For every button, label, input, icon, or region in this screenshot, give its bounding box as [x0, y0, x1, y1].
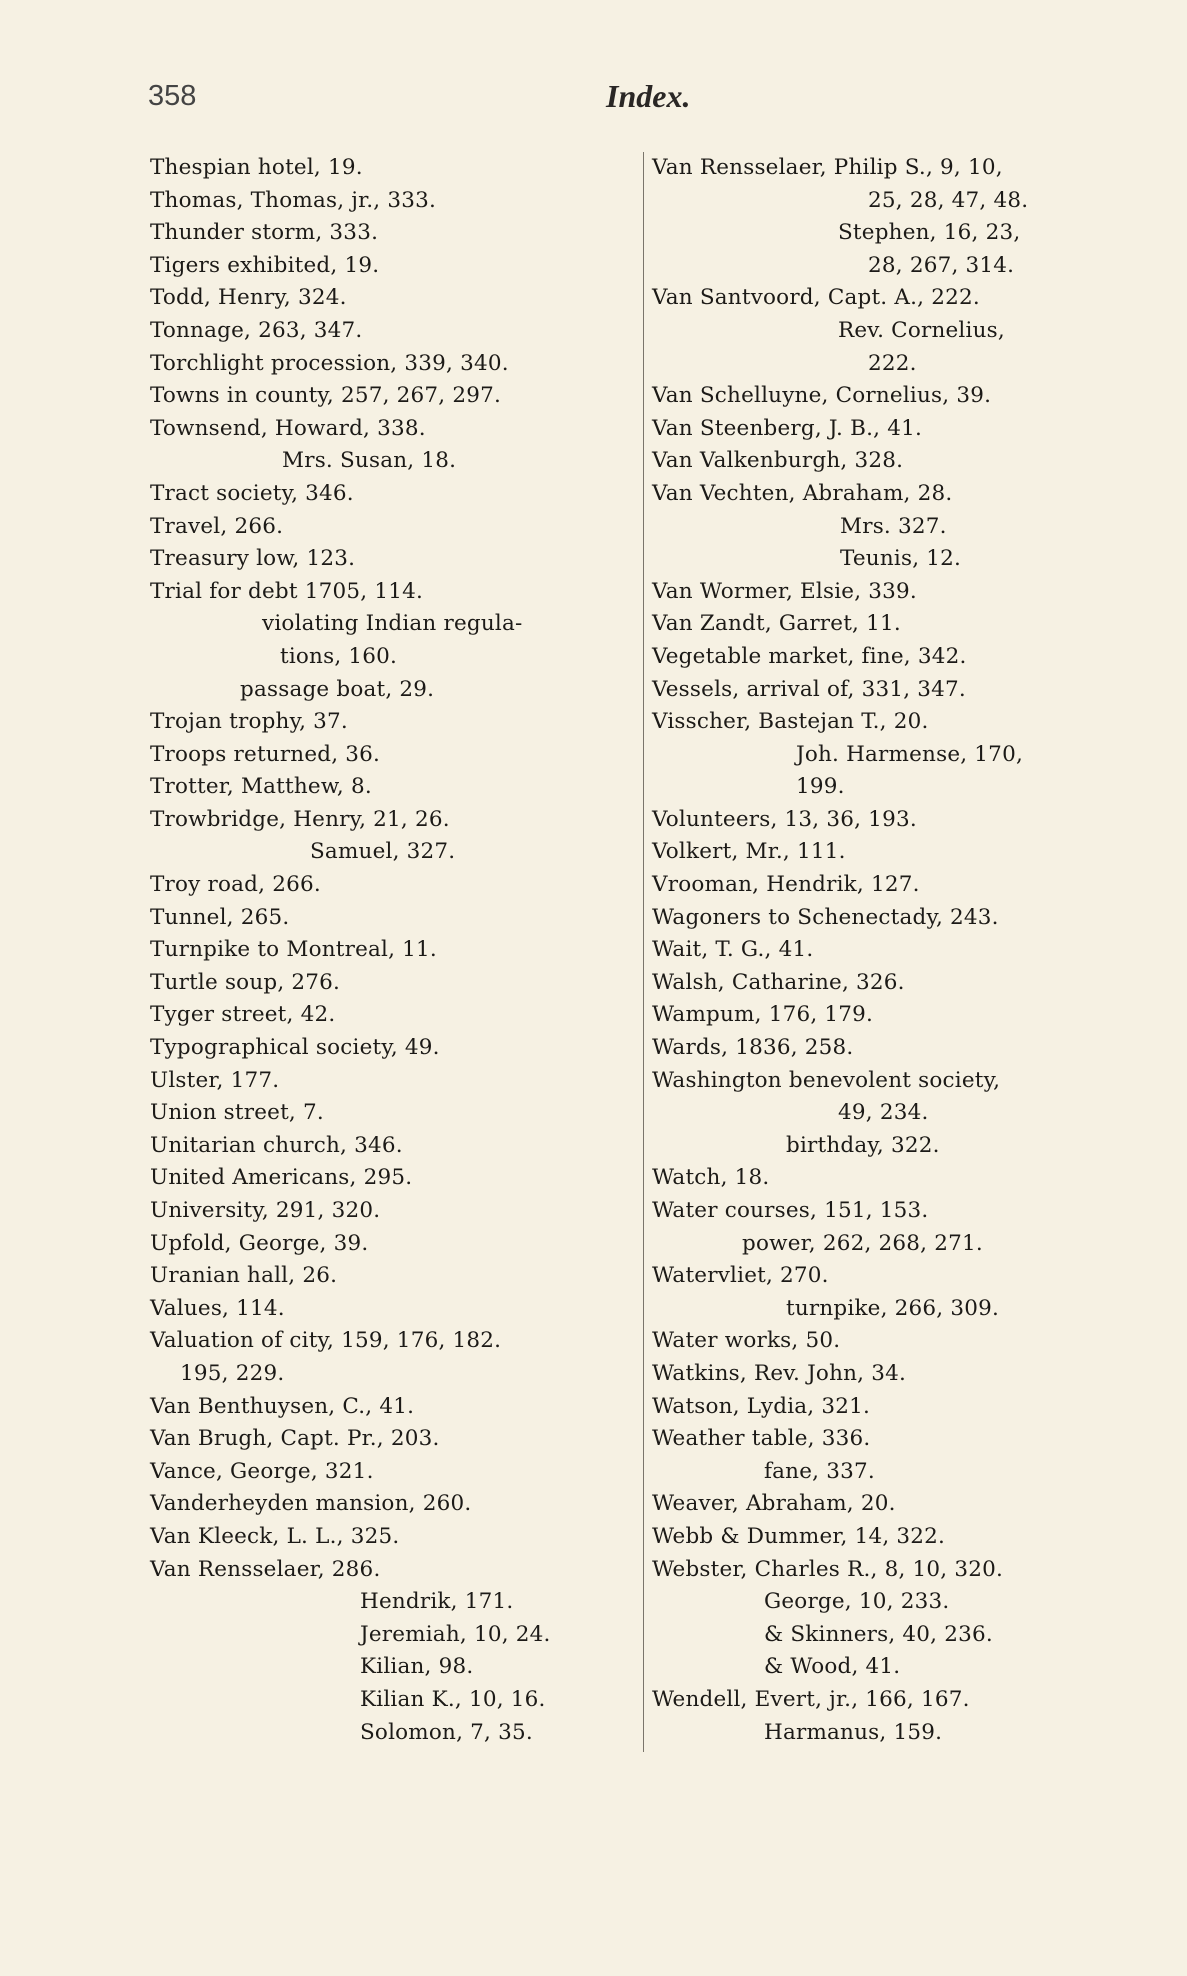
- index-entry: Wagoners to Schenectady, 243.: [652, 904, 999, 930]
- index-entry: Webster, Charles R., 8, 10, 320.: [652, 1556, 1004, 1582]
- index-subentry: 25, 28, 47, 48.: [868, 187, 1029, 213]
- index-entry: Wampum, 176, 179.: [652, 1002, 874, 1028]
- index-subentry: Joh. Harmense, 170,: [796, 741, 1023, 767]
- index-entry: Trial for debt 1705, 114.: [150, 578, 424, 604]
- index-entry: Van Steenberg, J. B., 41.: [652, 415, 923, 441]
- index-subentry: 49, 234.: [838, 1100, 929, 1126]
- index-entry: Volkert, Mr., 111.: [652, 839, 846, 865]
- index-subentry: violating Indian regula-: [262, 611, 523, 637]
- index-subentry: George, 10, 233.: [764, 1589, 950, 1615]
- index-entry: Van Zandt, Garret, 11.: [652, 611, 901, 637]
- index-entry: Typographical society, 49.: [150, 1035, 440, 1061]
- index-entry: Watervliet, 270.: [652, 1263, 829, 1289]
- index-entry: Water courses, 151, 153.: [652, 1198, 929, 1223]
- index-entry: Washington benevolent society,: [652, 1067, 1001, 1093]
- index-subentry: Kilian, 98.: [360, 1654, 474, 1680]
- index-subentry: Harmanus, 159.: [764, 1719, 943, 1745]
- index-subentry: turnpike, 266, 309.: [786, 1295, 1000, 1321]
- index-entry: Turnpike to Montreal, 11.: [150, 937, 437, 963]
- index-entry: Troops returned, 36.: [150, 741, 381, 767]
- index-subentry: fane, 337.: [764, 1458, 875, 1484]
- index-entry: Watson, Lydia, 321.: [652, 1393, 871, 1419]
- index-subentry: Mrs. Susan, 18.: [282, 448, 457, 474]
- index-subentry: Samuel, 327.: [310, 839, 456, 865]
- index-subentry: & Wood, 41.: [764, 1654, 901, 1680]
- index-entry: Vance, George, 321.: [150, 1458, 374, 1484]
- index-subentry: 199.: [796, 774, 845, 800]
- index-entry: University, 291, 320.: [150, 1198, 381, 1223]
- index-entry: Vegetable market, fine, 342.: [652, 643, 967, 669]
- index-subentry: Jeremiah, 10, 24.: [360, 1621, 551, 1647]
- index-entry: Thespian hotel, 19.: [150, 155, 363, 180]
- index-entry: Todd, Henry, 324.: [150, 285, 347, 311]
- index-subentry: Kilian K., 10, 16.: [360, 1686, 546, 1712]
- right-column: [652, 152, 1142, 1749]
- index-subentry: Teunis, 12.: [840, 546, 962, 572]
- index-entry: Valuation of city, 159, 176, 182.: [150, 1328, 502, 1354]
- index-entry: Volunteers, 13, 36, 193.: [652, 806, 917, 832]
- index-entry: Townsend, Howard, 338.: [150, 415, 426, 441]
- index-entry: Upfold, George, 39.: [150, 1230, 369, 1256]
- index-entry: Wait, T. G., 41.: [652, 937, 814, 963]
- index-entry: Van Rensselaer, Philip S., 9, 10,: [652, 155, 1003, 180]
- index-entry: Van Schelluyne, Cornelius, 39.: [652, 383, 992, 409]
- index-entry: Watkins, Rev. John, 34.: [652, 1360, 907, 1386]
- index-entry: Vanderheyden mansion, 260.: [150, 1491, 472, 1517]
- index-entry: Treasury low, 123.: [150, 546, 356, 572]
- index-entry: Van Santvoord, Capt. A., 222.: [652, 285, 980, 311]
- index-entry: Webb & Dummer, 14, 322.: [652, 1523, 946, 1549]
- index-entry: Uranian hall, 26.: [150, 1263, 338, 1289]
- index-entry: Turtle soup, 276.: [150, 969, 341, 995]
- index-entry: Van Wormer, Elsie, 339.: [652, 578, 917, 604]
- index-entry: Tract society, 346.: [150, 480, 354, 506]
- index-entry: Van Vechten, Abraham, 28.: [652, 480, 953, 506]
- page-number: 358: [148, 80, 197, 112]
- page-title: Index.: [606, 78, 691, 114]
- index-entry: Van Valkenburgh, 328.: [652, 448, 904, 474]
- index-entry: Troy road, 266.: [150, 872, 321, 898]
- index-entry: Union street, 7.: [150, 1100, 324, 1126]
- left-column: [150, 152, 645, 1749]
- index-subentry: tions, 160.: [280, 643, 398, 669]
- index-entry: Trotter, Matthew, 8.: [150, 774, 372, 800]
- index-entry: Tigers exhibited, 19.: [150, 252, 380, 278]
- index-subentry: Stephen, 16, 23,: [838, 220, 1021, 246]
- index-entry: Towns in county, 257, 267, 297.: [150, 383, 502, 409]
- index-subentry: passage boat, 29.: [240, 676, 435, 702]
- index-entry: Van Kleeck, L. L., 325.: [150, 1523, 400, 1549]
- index-subentry: 28, 267, 314.: [868, 252, 1015, 278]
- index-entry: Thunder storm, 333.: [150, 220, 379, 246]
- index-entry: Walsh, Catharine, 326.: [652, 969, 905, 995]
- index-entry: Water works, 50.: [652, 1328, 841, 1354]
- index-entry: Tyger street, 42.: [150, 1002, 336, 1028]
- index-entry: Ulster, 177.: [150, 1067, 280, 1093]
- index-subentry: & Skinners, 40, 236.: [764, 1621, 993, 1647]
- index-entry: Van Rensselaer, 286.: [150, 1556, 381, 1582]
- index-entry: Travel, 266.: [150, 513, 284, 539]
- index-entry: Tunnel, 265.: [150, 904, 290, 930]
- index-entry: Weaver, Abraham, 20.: [652, 1491, 896, 1517]
- index-subentry: Mrs. 327.: [840, 513, 947, 539]
- index-entry: Van Brugh, Capt. Pr., 203.: [150, 1426, 440, 1452]
- index-entry: Trowbridge, Henry, 21, 26.: [150, 806, 450, 832]
- index-entry: Weather table, 336.: [652, 1426, 871, 1452]
- index-subentry: Rev. Cornelius,: [838, 317, 1005, 343]
- index-subentry: power, 262, 268, 271.: [742, 1230, 983, 1256]
- index-entry: Visscher, Bastejan T., 20.: [652, 709, 929, 735]
- index-subentry: 195, 229.: [180, 1360, 285, 1386]
- index-entry: Vrooman, Hendrik, 127.: [652, 872, 920, 898]
- index-entry: Values, 114.: [150, 1295, 285, 1321]
- index-entry: Trojan trophy, 37.: [150, 709, 348, 735]
- index-entry: Thomas, Thomas, jr., 333.: [150, 187, 437, 213]
- index-entry: Vessels, arrival of, 331, 347.: [652, 676, 966, 702]
- index-entry: Wards, 1836, 258.: [652, 1035, 854, 1061]
- index-subentry: birthday, 322.: [786, 1132, 940, 1158]
- index-entry: Unitarian church, 346.: [150, 1132, 403, 1158]
- index-subentry: Solomon, 7, 35.: [360, 1719, 533, 1745]
- index-entry: Van Benthuysen, C., 41.: [150, 1393, 415, 1419]
- index-entry: Torchlight procession, 339, 340.: [150, 350, 509, 376]
- index-entry: United Americans, 295.: [150, 1165, 413, 1191]
- index-entry: Watch, 18.: [652, 1165, 770, 1191]
- index-subentry: Hendrik, 171.: [360, 1589, 514, 1615]
- index-entry: Wendell, Evert, jr., 166, 167.: [652, 1686, 970, 1712]
- index-subentry: 222.: [868, 350, 917, 376]
- index-entry: Tonnage, 263, 347.: [150, 317, 363, 343]
